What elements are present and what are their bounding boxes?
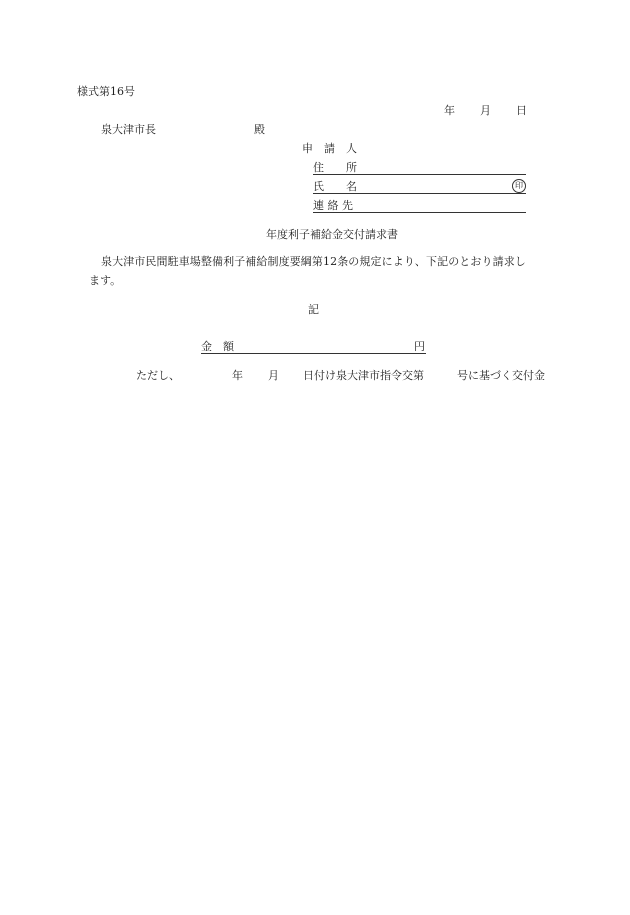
applicant-heading: 申 請 人 [302,142,357,155]
address-field-line [313,174,526,175]
name-label: 氏 名 [313,180,357,193]
addressee-name: 泉大津市長 [101,123,156,136]
amount-label: 金 額 [201,340,234,353]
addressee-honorific: 殿 [254,123,265,136]
proviso-prefix: ただし、 [136,369,180,382]
proviso-month: 月 [268,369,279,382]
address-label: 住 所 [313,161,357,174]
name-field-line [313,193,526,194]
proviso-middle: 日付け泉大津市指令交第 [303,369,424,382]
body-line-2: ます。 [89,274,122,287]
proviso-year: 年 [232,369,243,382]
date-month: 月 [480,104,491,117]
seal-mark: 印 [512,179,526,193]
date-year: 年 [444,104,455,117]
body-line-1: 泉大津市民間駐車場整備利子補給制度要綱第12条の規定により、下記のとおり請求し [101,255,526,268]
contact-field-line [313,212,526,213]
document-title: 年度利子補給金交付請求書 [266,228,398,241]
amount-field-line [201,353,426,354]
form-number: 様式第16号 [77,85,135,98]
contact-label: 連 絡 先 [313,199,353,212]
amount-unit: 円 [414,340,425,353]
ki-heading: 記 [308,303,319,316]
proviso-suffix: 号に基づく交付金 [457,369,545,382]
date-day: 日 [516,104,527,117]
